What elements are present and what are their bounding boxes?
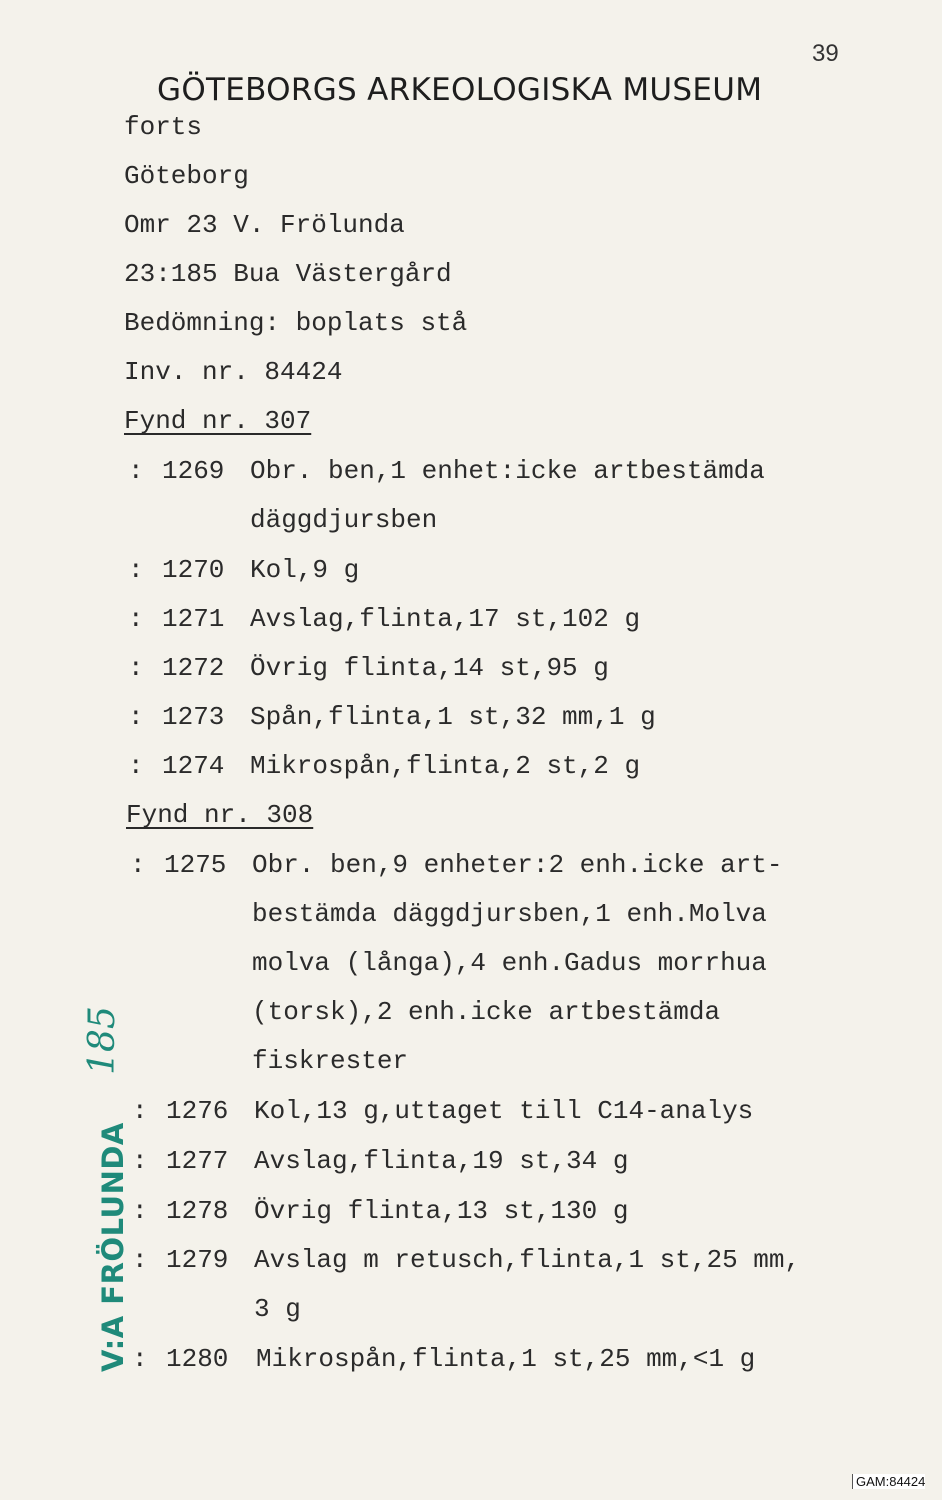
handwritten-site-number: 185: [81, 1006, 123, 1075]
entry-number: 1270: [162, 555, 225, 585]
entry-number: 1279: [166, 1245, 229, 1275]
entry-description: Övrig flinta,14 st,95 g: [250, 653, 609, 683]
intro-line: Inv. nr. 84424: [124, 357, 343, 387]
entry-description: Obr. ben,9 enheter:2 enh.icke art-: [252, 850, 783, 880]
entry-description: (torsk),2 enh.icke artbestämda: [252, 997, 721, 1027]
entry-description: fiskrester: [252, 1046, 409, 1076]
entry-number: 1280: [166, 1344, 229, 1374]
entry-number: 1278: [166, 1196, 229, 1226]
entry-description: Mikrospån,flinta,2 st,2 g: [250, 751, 641, 781]
catalog-id-label: GAM:84424: [852, 1474, 925, 1489]
fynd-heading: Fynd nr. 307: [124, 406, 312, 436]
entry-colon: :: [128, 604, 144, 634]
museum-header: GÖTEBORGS ARKEOLOGISKA MUSEUM: [157, 72, 763, 108]
entry-colon: :: [128, 653, 144, 683]
entry-number: 1273: [162, 702, 225, 732]
entry-description: bestämda däggdjursben,1 enh.Molva: [252, 899, 767, 929]
intro-line: Bedömning: boplats stå: [124, 308, 468, 338]
entry-number: 1274: [162, 751, 225, 781]
entry-number: 1271: [162, 604, 225, 634]
entry-description: Avslag m retusch,flinta,1 st,25 mm,: [254, 1245, 801, 1275]
fynd-heading: Fynd nr. 308: [126, 800, 314, 830]
entry-description: molva (långa),4 enh.Gadus morrhua: [252, 948, 767, 978]
entry-description: Mikrospån,flinta,1 st,25 mm,<1 g: [256, 1344, 756, 1374]
entry-number: 1277: [166, 1146, 229, 1176]
entry-description: Kol,13 g,uttaget till C14-analys: [254, 1096, 754, 1126]
page-number: 39: [812, 40, 839, 67]
entry-colon: :: [132, 1096, 148, 1126]
entry-colon: :: [132, 1196, 148, 1226]
intro-line: Göteborg: [124, 161, 249, 191]
intro-line: forts: [124, 112, 203, 142]
entry-description: Övrig flinta,13 st,130 g: [254, 1196, 629, 1226]
intro-line: Omr 23 V. Frölunda: [124, 210, 405, 240]
entry-colon: :: [128, 555, 144, 585]
entry-description: Kol,9 g: [250, 555, 360, 585]
entry-description: däggdjursben: [250, 505, 438, 535]
entry-description: Avslag,flinta,17 st,102 g: [250, 604, 641, 634]
entry-colon: :: [128, 456, 144, 486]
location-stamp: V:A FRÖLUNDA: [96, 1122, 130, 1372]
entry-description: 3 g: [254, 1294, 301, 1324]
entry-colon: :: [128, 751, 144, 781]
entry-colon: :: [132, 1146, 148, 1176]
entry-colon: :: [132, 1245, 148, 1275]
intro-line: 23:185 Bua Västergård: [124, 259, 452, 289]
entry-colon: :: [128, 702, 144, 732]
entry-description: Obr. ben,1 enhet:icke artbestämda: [250, 456, 765, 486]
entry-description: Avslag,flinta,19 st,34 g: [254, 1146, 629, 1176]
entry-number: 1269: [162, 456, 225, 486]
entry-number: 1272: [162, 653, 225, 683]
entry-description: Spån,flinta,1 st,32 mm,1 g: [250, 702, 656, 732]
entry-number: 1275: [164, 850, 227, 880]
entry-number: 1276: [166, 1096, 229, 1126]
entry-colon: :: [132, 1344, 148, 1374]
entry-colon: :: [130, 850, 146, 880]
